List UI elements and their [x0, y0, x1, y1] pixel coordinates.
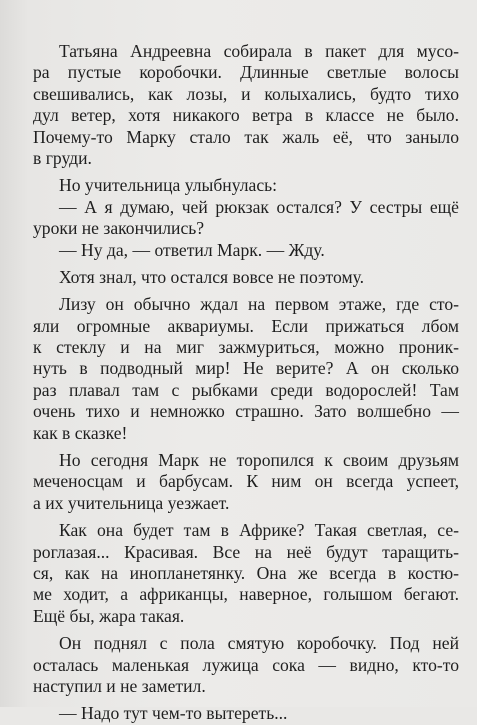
text-line: — А я думаю, чей рюкзак остался? У сестры ещё	[59, 196, 459, 217]
text-line: уроки не закончились?	[33, 218, 205, 239]
page-text	[33, 41, 459, 725]
text-line: ме ходит, а африканцы, наверное, голышом бегают.	[33, 584, 459, 605]
text-line: роглазая... Красивая. Все на неё будут таращить-	[33, 541, 459, 562]
text-line: ся, как на инопланетянку. Она же всегда в костю-	[33, 562, 459, 583]
text-line: в груди.	[33, 147, 92, 168]
text-line: раз плавал там с рыбками среди водорослей! Там	[33, 379, 459, 400]
text-line: Как она будет там в Африке? Такая светлая, се-	[59, 520, 459, 541]
text-line: к стеклу и на миг зажмуриться, можно проник-	[33, 337, 459, 358]
text-line: Хотя знал, что остался вовсе не поэтому.	[59, 266, 365, 287]
text-line: свешивались, как лозы, и колыхались, будто тихо	[33, 83, 459, 104]
text-line: наступил и не заметил.	[33, 675, 206, 696]
text-line: дул ветер, хотя никакого ветра в классе не было.	[33, 105, 459, 126]
text-line: Ещё бы, жара такая.	[33, 605, 185, 626]
text-line: Но учительница улыбнулась:	[59, 175, 278, 196]
text-line: как в сказке!	[33, 422, 128, 443]
text-line: яли огромные аквариумы. Если прижаться лбом	[33, 315, 459, 336]
text-line: Лизу он обычно ждал на первом этаже, где сто-	[59, 294, 459, 315]
text-line: Но сегодня Марк не торопился к своим друзьям	[59, 450, 459, 471]
text-line: ра пустые коробочки. Длинные светлые волосы	[33, 62, 459, 83]
text-line: а их учительница уезжает.	[33, 492, 230, 513]
text-line: очень тихо и немножко страшно. Зато волшебно —	[33, 401, 459, 422]
text-line: — Надо тут чем-то вытереть...	[59, 703, 288, 724]
text-line: осталась маленькая лужица сока — видно, кто-то	[33, 654, 459, 675]
text-line: нуть в подводный мир! Не верите? А он сколько	[33, 358, 459, 379]
text-line: меченосцам и барбусам. К ним он всегда успеет,	[33, 471, 459, 492]
text-line: Он поднял с пола смятую коробочку. Под ней	[59, 633, 459, 654]
text-line: Почему-то Марку стало так жаль её, что заныло	[33, 126, 459, 147]
text-line: — Ну да, — ответил Марк. — Жду.	[59, 239, 325, 260]
text-line: Татьяна Андреевна собирала в пакет для мусо-	[59, 41, 459, 61]
